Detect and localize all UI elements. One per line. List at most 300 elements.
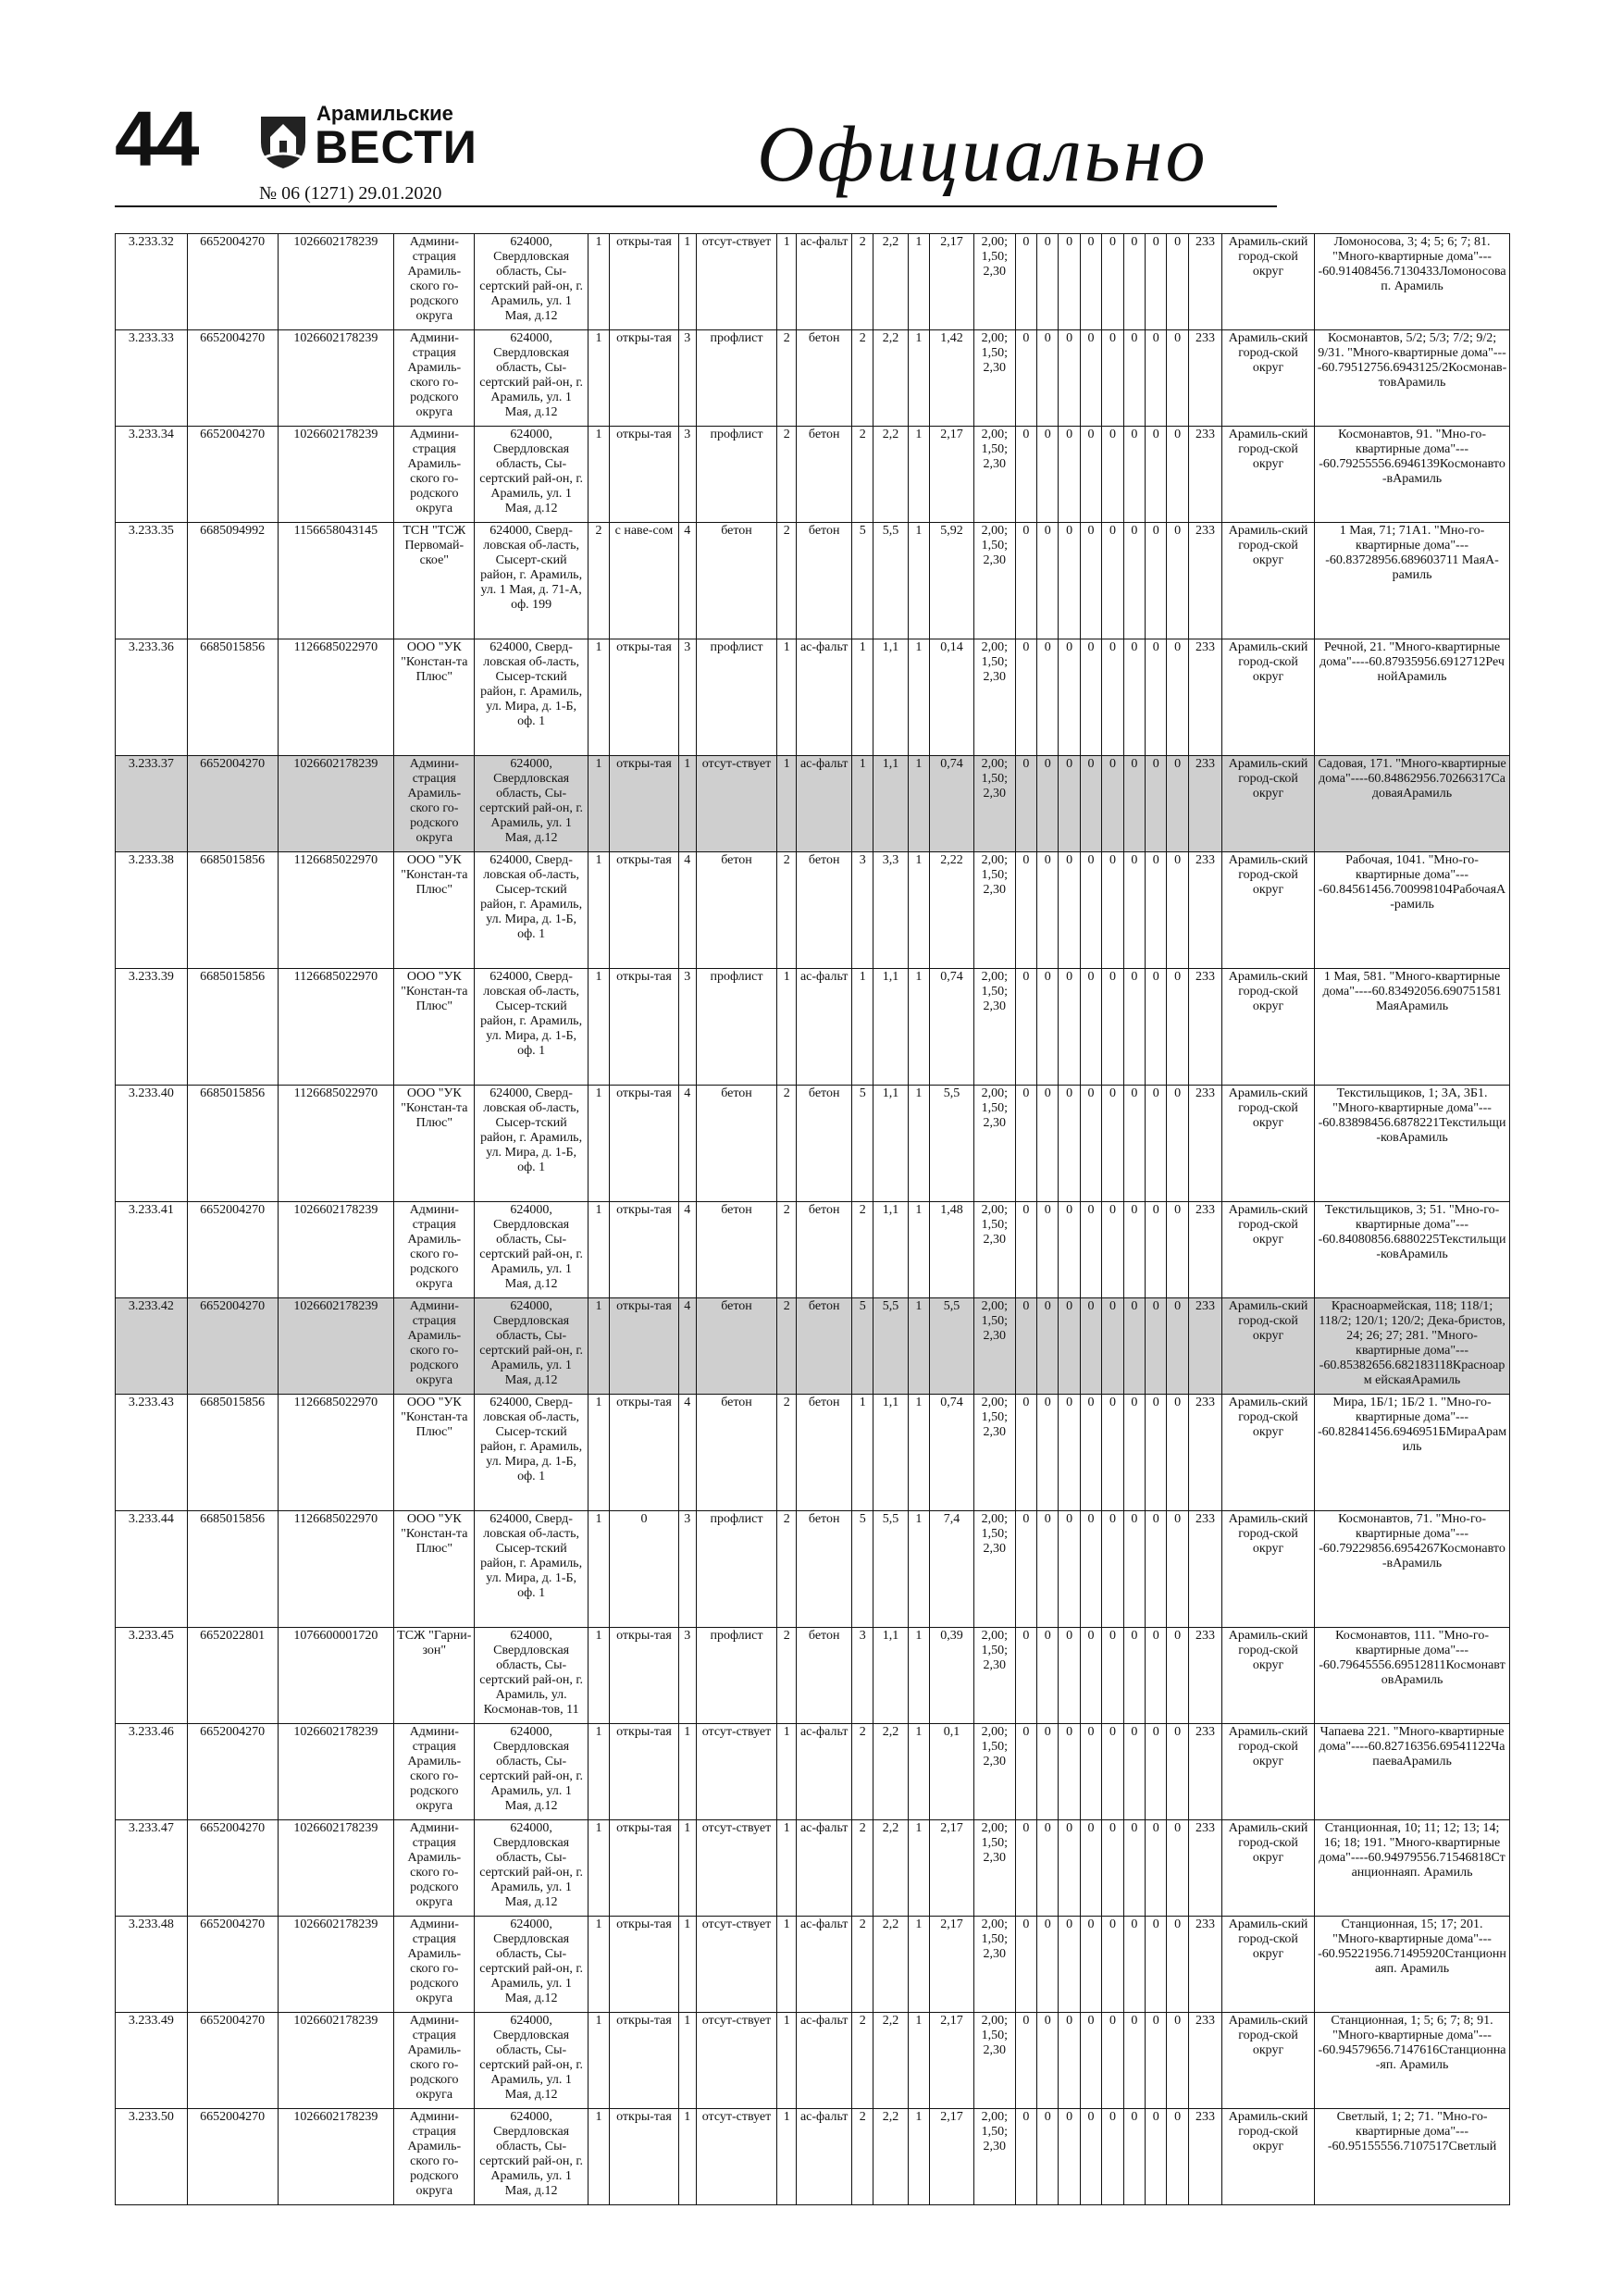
cell-zero: 0 (1146, 1628, 1167, 1724)
cell-zero: 0 (1146, 1511, 1167, 1628)
cell-id: 3.233.38 (116, 852, 188, 969)
cell-org: ООО "УК "Констан-та Плюс" (394, 1395, 475, 1511)
cell-zero: 0 (1167, 1724, 1188, 1820)
cell-c19: 233 (1188, 1820, 1221, 1917)
cell-desc: Ломоносова, 3; 4; 5; 6; 7; 81. "Много-квартирные дома"----60.91408456.7130433Ломоносовап. Арамиль (1315, 234, 1510, 330)
cell-c19: 233 (1188, 1202, 1221, 1298)
cell-c19: 233 (1188, 2109, 1221, 2205)
cell-fence: бетон (696, 1395, 776, 1511)
cell-base: бетон (797, 330, 852, 427)
cell-addr: 624000, Свердловская область, Сы-сертский рай-он, г. Арамиль, ул. 1 Мая, д.12 (475, 756, 588, 852)
cell-c7: 2 (852, 427, 873, 523)
cell-c9: 1 (908, 330, 929, 427)
cell-c7: 5 (852, 523, 873, 639)
cell-desc: Станционная, 1; 5; 6; 7; 8; 91. "Много-квартирные дома"----60.94579656.7147616Станционна-яп. Арамиль (1315, 2013, 1510, 2109)
cell-c9: 1 (908, 427, 929, 523)
cell-inn: 6685015856 (187, 1395, 278, 1511)
cell-zero: 0 (1080, 1917, 1101, 2013)
table-row (116, 523, 1510, 639)
cell-fence: профлист (696, 427, 776, 523)
cell-c19: 233 (1188, 1917, 1221, 2013)
cell-c7: 2 (852, 1724, 873, 1820)
cell-c9: 1 (908, 1628, 929, 1724)
masthead-top-word: Арамильские (316, 102, 453, 125)
cell-zero: 0 (1080, 234, 1101, 330)
cell-zero: 0 (1015, 1202, 1036, 1298)
cell-desc: Речной, 21. "Много-квартирные дома"----60.87935956.6912712Реч нойАрамиль (1315, 639, 1510, 756)
cell-base: ас-фальт (797, 1724, 852, 1820)
cell-surface: откры-тая (610, 639, 678, 756)
cell-c3: 4 (678, 1298, 696, 1395)
cell-fence: отсут-ствует (696, 234, 776, 330)
cell-c3: 1 (678, 2013, 696, 2109)
cell-zero: 0 (1059, 1917, 1080, 2013)
cell-ogrn: 1126685022970 (278, 852, 394, 969)
cell-desc: Станционная, 10; 11; 12; 13; 14; 16; 18; 191. "Много-квартирные дома"----60.94979556.71546818Ст анционнаяп. Арамиль (1315, 1820, 1510, 1917)
cell-zero: 0 (1015, 1395, 1036, 1511)
cell-zero: 0 (1080, 1628, 1101, 1724)
cell-zero: 0 (1037, 1511, 1059, 1628)
cell-c5: 1 (777, 234, 797, 330)
cell-c3: 1 (678, 1724, 696, 1820)
cell-org: ООО "УК "Констан-та Плюс" (394, 969, 475, 1086)
cell-zero: 0 (1123, 1511, 1145, 1628)
table-row (116, 639, 1510, 756)
cell-c3: 3 (678, 1511, 696, 1628)
cell-district: Арамиль-ский город-ской округ (1222, 1820, 1315, 1917)
cell-vol: 2,00; 1,50; 2,30 (973, 1511, 1015, 1628)
cell-zero: 0 (1167, 1917, 1188, 2013)
cell-addr: 624000, Свердловская область, Сы-сертский рай-он, г. Арамиль, ул. 1 Мая, д.12 (475, 330, 588, 427)
cell-c8: 2,2 (873, 1724, 908, 1820)
cell-zero: 0 (1015, 1298, 1036, 1395)
cell-zero: 0 (1146, 1298, 1167, 1395)
cell-c8: 2,2 (873, 330, 908, 427)
cell-c3: 3 (678, 639, 696, 756)
cell-zero: 0 (1123, 756, 1145, 852)
cell-desc: Космонавтов, 111. "Мно-го-квартирные дома"----60.79645556.69512811Космонавт овАрамиль (1315, 1628, 1510, 1724)
cell-fence: профлист (696, 639, 776, 756)
cell-zero: 0 (1080, 1395, 1101, 1511)
cell-zero: 0 (1146, 852, 1167, 969)
cell-inn: 6652004270 (187, 1724, 278, 1820)
cell-c19: 233 (1188, 1086, 1221, 1202)
cell-id: 3.233.43 (116, 1395, 188, 1511)
cell-vol: 2,00; 1,50; 2,30 (973, 523, 1015, 639)
cell-c10: 5,5 (930, 1298, 974, 1395)
cell-c3: 3 (678, 969, 696, 1086)
cell-desc: Светлый, 1; 2; 71. "Мно-го-квартирные дома"----60.95155556.7107517Светлый (1315, 2109, 1510, 2205)
cell-base: бетон (797, 1298, 852, 1395)
cell-zero: 0 (1123, 1395, 1145, 1511)
cell-zero: 0 (1037, 639, 1059, 756)
city-crest-icon (257, 109, 309, 170)
cell-c1: 1 (588, 1820, 609, 1917)
cell-zero: 0 (1102, 969, 1123, 1086)
cell-zero: 0 (1080, 1298, 1101, 1395)
cell-id: 3.233.33 (116, 330, 188, 427)
cell-c1: 1 (588, 1724, 609, 1820)
cell-c9: 1 (908, 852, 929, 969)
cell-addr: 624000, Сверд-ловская об-ласть, Сысерт-ский район, г. Арамиль, ул. 1 Мая, д. 71-А, оф. 199 (475, 523, 588, 639)
cell-c5: 2 (777, 427, 797, 523)
cell-zero: 0 (1123, 330, 1145, 427)
cell-surface: откры-тая (610, 1820, 678, 1917)
cell-c7: 1 (852, 639, 873, 756)
cell-c7: 2 (852, 2109, 873, 2205)
cell-zero: 0 (1167, 1628, 1188, 1724)
cell-zero: 0 (1167, 427, 1188, 523)
cell-zero: 0 (1015, 330, 1036, 427)
cell-id: 3.233.40 (116, 1086, 188, 1202)
cell-ogrn: 1126685022970 (278, 1511, 394, 1628)
cell-addr: 624000, Свердловская область, Сы-сертский рай-он, г. Арамиль, ул. 1 Мая, д.12 (475, 427, 588, 523)
cell-zero: 0 (1146, 1917, 1167, 2013)
cell-c3: 1 (678, 1917, 696, 2013)
cell-zero: 0 (1123, 1628, 1145, 1724)
cell-zero: 0 (1123, 523, 1145, 639)
cell-desc: 1 Мая, 581. "Много-квартирные дома"----60.83492056.690751581 МаяАрамиль (1315, 969, 1510, 1086)
cell-ogrn: 1026602178239 (278, 1202, 394, 1298)
cell-c5: 2 (777, 1628, 797, 1724)
cell-ogrn: 1076600001720 (278, 1628, 394, 1724)
cell-zero: 0 (1167, 330, 1188, 427)
cell-inn: 6652004270 (187, 1202, 278, 1298)
cell-id: 3.233.41 (116, 1202, 188, 1298)
cell-zero: 0 (1123, 1724, 1145, 1820)
cell-district: Арамиль-ский город-ской округ (1222, 234, 1315, 330)
cell-c19: 233 (1188, 1628, 1221, 1724)
cell-c3: 1 (678, 234, 696, 330)
cell-zero: 0 (1080, 1202, 1101, 1298)
cell-org: Админи-страция Арамиль-ского го-родского округа (394, 330, 475, 427)
cell-c5: 2 (777, 852, 797, 969)
cell-district: Арамиль-ский город-ской округ (1222, 1628, 1315, 1724)
cell-c1: 1 (588, 969, 609, 1086)
cell-c8: 2,2 (873, 234, 908, 330)
cell-c3: 1 (678, 2109, 696, 2205)
cell-c9: 1 (908, 2109, 929, 2205)
cell-c1: 1 (588, 1628, 609, 1724)
cell-zero: 0 (1102, 2109, 1123, 2205)
cell-surface: откры-тая (610, 969, 678, 1086)
cell-zero: 0 (1123, 1298, 1145, 1395)
cell-c19: 233 (1188, 1298, 1221, 1395)
cell-zero: 0 (1037, 330, 1059, 427)
cell-fence: бетон (696, 1298, 776, 1395)
cell-c1: 1 (588, 852, 609, 969)
cell-desc: Рабочая, 1041. "Мно-го-квартирные дома"----60.84561456.700998104РабочаяА-рамиль (1315, 852, 1510, 969)
cell-org: Админи-страция Арамиль-ского го-родского округа (394, 2109, 475, 2205)
cell-c7: 1 (852, 1395, 873, 1511)
table-row (116, 330, 1510, 427)
cell-c19: 233 (1188, 969, 1221, 1086)
cell-c8: 1,1 (873, 1628, 908, 1724)
cell-inn: 6685015856 (187, 639, 278, 756)
cell-c19: 233 (1188, 1395, 1221, 1511)
cell-c9: 1 (908, 1511, 929, 1628)
cell-c1: 1 (588, 1917, 609, 2013)
cell-base: бетон (797, 1628, 852, 1724)
cell-c19: 233 (1188, 756, 1221, 852)
cell-zero: 0 (1037, 852, 1059, 969)
cell-base: бетон (797, 852, 852, 969)
cell-zero: 0 (1059, 1298, 1080, 1395)
cell-c5: 2 (777, 1395, 797, 1511)
cell-zero: 0 (1102, 1917, 1123, 2013)
cell-zero: 0 (1146, 234, 1167, 330)
cell-zero: 0 (1146, 1086, 1167, 1202)
cell-c7: 1 (852, 969, 873, 1086)
cell-zero: 0 (1123, 969, 1145, 1086)
cell-zero: 0 (1146, 756, 1167, 852)
cell-zero: 0 (1037, 2109, 1059, 2205)
cell-c10: 2,17 (930, 1917, 974, 2013)
cell-c10: 2,17 (930, 2013, 974, 2109)
table-row (116, 756, 1510, 852)
cell-c7: 5 (852, 1086, 873, 1202)
cell-zero: 0 (1059, 2109, 1080, 2205)
cell-zero: 0 (1123, 852, 1145, 969)
cell-vol: 2,00; 1,50; 2,30 (973, 969, 1015, 1086)
cell-fence: бетон (696, 852, 776, 969)
cell-zero: 0 (1167, 1395, 1188, 1511)
cell-district: Арамиль-ский город-ской округ (1222, 2013, 1315, 2109)
cell-zero: 0 (1146, 330, 1167, 427)
cell-zero: 0 (1167, 1298, 1188, 1395)
cell-c10: 1,48 (930, 1202, 974, 1298)
cell-vol: 2,00; 1,50; 2,30 (973, 852, 1015, 969)
table-row (116, 2109, 1510, 2205)
cell-vol: 2,00; 1,50; 2,30 (973, 234, 1015, 330)
cell-ogrn: 1156658043145 (278, 523, 394, 639)
cell-fence: профлист (696, 330, 776, 427)
cell-c19: 233 (1188, 2013, 1221, 2109)
cell-surface: откры-тая (610, 1086, 678, 1202)
cell-surface: откры-тая (610, 1202, 678, 1298)
cell-c9: 1 (908, 1395, 929, 1511)
cell-c7: 2 (852, 234, 873, 330)
cell-c9: 1 (908, 1820, 929, 1917)
cell-district: Арамиль-ский город-ской округ (1222, 1917, 1315, 2013)
cell-inn: 6685015856 (187, 1511, 278, 1628)
cell-org: ООО "УК "Констан-та Плюс" (394, 1511, 475, 1628)
table-row (116, 234, 1510, 330)
cell-vol: 2,00; 1,50; 2,30 (973, 1298, 1015, 1395)
cell-zero: 0 (1102, 1820, 1123, 1917)
cell-c5: 2 (777, 1086, 797, 1202)
cell-fence: профлист (696, 1511, 776, 1628)
cell-zero: 0 (1167, 639, 1188, 756)
cell-surface: с наве-сом (610, 523, 678, 639)
cell-c9: 1 (908, 1298, 929, 1395)
cell-vol: 2,00; 1,50; 2,30 (973, 2013, 1015, 2109)
cell-c10: 2,17 (930, 427, 974, 523)
cell-vol: 2,00; 1,50; 2,30 (973, 2109, 1015, 2205)
cell-id: 3.233.50 (116, 2109, 188, 2205)
cell-c8: 2,2 (873, 1820, 908, 1917)
cell-zero: 0 (1015, 1917, 1036, 2013)
cell-zero: 0 (1146, 639, 1167, 756)
cell-c8: 5,5 (873, 1298, 908, 1395)
cell-base: бетон (797, 1395, 852, 1511)
cell-c9: 1 (908, 1202, 929, 1298)
cell-c19: 233 (1188, 523, 1221, 639)
cell-zero: 0 (1167, 1086, 1188, 1202)
table-row (116, 1724, 1510, 1820)
cell-zero: 0 (1102, 1628, 1123, 1724)
cell-c5: 1 (777, 639, 797, 756)
cell-surface: откры-тая (610, 2013, 678, 2109)
cell-district: Арамиль-ский город-ской округ (1222, 523, 1315, 639)
cell-zero: 0 (1015, 523, 1036, 639)
cell-c1: 1 (588, 234, 609, 330)
section-title: Официально (757, 109, 1208, 198)
cell-c8: 5,5 (873, 523, 908, 639)
cell-c1: 1 (588, 756, 609, 852)
cell-base: ас-фальт (797, 969, 852, 1086)
cell-inn: 6652004270 (187, 1917, 278, 2013)
cell-org: Админи-страция Арамиль-ского го-родского округа (394, 1298, 475, 1395)
cell-addr: 624000, Свердловская область, Сы-сертский рай-он, г. Арамиль, ул. 1 Мая, д.12 (475, 1298, 588, 1395)
cell-zero: 0 (1015, 1628, 1036, 1724)
cell-c10: 7,4 (930, 1511, 974, 1628)
cell-inn: 6652004270 (187, 756, 278, 852)
cell-surface: откры-тая (610, 1628, 678, 1724)
cell-zero: 0 (1102, 1511, 1123, 1628)
cell-c9: 1 (908, 2013, 929, 2109)
cell-zero: 0 (1080, 639, 1101, 756)
cell-c1: 1 (588, 2109, 609, 2205)
table-row (116, 1917, 1510, 2013)
cell-c8: 2,2 (873, 2013, 908, 2109)
cell-inn: 6652004270 (187, 234, 278, 330)
cell-c1: 1 (588, 1511, 609, 1628)
cell-desc: Красноармейская, 118; 118/1; 118/2; 120/1; 120/2; Дека-бристов, 24; 26; 27; 281. "Много-квартирные дома"----60.85382656.682183118Красноарм ейскаяАрамиль (1315, 1298, 1510, 1395)
cell-zero: 0 (1123, 1820, 1145, 1917)
cell-ogrn: 1026602178239 (278, 1820, 394, 1917)
cell-c10: 0,14 (930, 639, 974, 756)
cell-inn: 6685015856 (187, 852, 278, 969)
cell-zero: 0 (1123, 639, 1145, 756)
cell-c19: 233 (1188, 852, 1221, 969)
cell-ogrn: 1126685022970 (278, 1395, 394, 1511)
cell-c5: 1 (777, 969, 797, 1086)
cell-zero: 0 (1102, 1202, 1123, 1298)
cell-c3: 4 (678, 523, 696, 639)
cell-base: ас-фальт (797, 234, 852, 330)
table-row (116, 1395, 1510, 1511)
cell-surface: откры-тая (610, 852, 678, 969)
cell-c1: 1 (588, 1395, 609, 1511)
cell-zero: 0 (1146, 523, 1167, 639)
cell-desc: Космонавтов, 71. "Мно-го-квартирные дома"----60.79229856.6954267Космонавто-вАрамиль (1315, 1511, 1510, 1628)
cell-zero: 0 (1037, 1298, 1059, 1395)
cell-zero: 0 (1123, 1086, 1145, 1202)
cell-zero: 0 (1080, 2109, 1101, 2205)
cell-desc: Космонавтов, 91. "Мно-го-квартирные дома"----60.79255556.6946139Космонавто-вАрамиль (1315, 427, 1510, 523)
registry-table (115, 233, 1510, 2205)
cell-c7: 2 (852, 2013, 873, 2109)
cell-zero: 0 (1080, 1086, 1101, 1202)
cell-zero: 0 (1037, 1820, 1059, 1917)
cell-c10: 2,22 (930, 852, 974, 969)
cell-c10: 0,74 (930, 1395, 974, 1511)
cell-zero: 0 (1059, 969, 1080, 1086)
cell-zero: 0 (1123, 2109, 1145, 2205)
cell-c1: 1 (588, 1086, 609, 1202)
cell-zero: 0 (1167, 969, 1188, 1086)
cell-c10: 0,1 (930, 1724, 974, 1820)
cell-c5: 1 (777, 1724, 797, 1820)
cell-base: ас-фальт (797, 639, 852, 756)
cell-c3: 3 (678, 427, 696, 523)
cell-zero: 0 (1037, 1724, 1059, 1820)
cell-id: 3.233.35 (116, 523, 188, 639)
table-row (116, 1298, 1510, 1395)
cell-vol: 2,00; 1,50; 2,30 (973, 330, 1015, 427)
cell-zero: 0 (1059, 756, 1080, 852)
cell-district: Арамиль-ский город-ской округ (1222, 330, 1315, 427)
cell-vol: 2,00; 1,50; 2,30 (973, 427, 1015, 523)
table-row (116, 1202, 1510, 1298)
cell-zero: 0 (1146, 969, 1167, 1086)
cell-c7: 1 (852, 756, 873, 852)
cell-c9: 1 (908, 756, 929, 852)
cell-c3: 4 (678, 1395, 696, 1511)
cell-district: Арамиль-ский город-ской округ (1222, 427, 1315, 523)
cell-zero: 0 (1080, 1820, 1101, 1917)
cell-zero: 0 (1037, 756, 1059, 852)
cell-zero: 0 (1146, 1202, 1167, 1298)
cell-zero: 0 (1059, 1202, 1080, 1298)
cell-addr: 624000, Свердловская область, Сы-сертский рай-он, г. Арамиль, ул. 1 Мая, д.12 (475, 1202, 588, 1298)
cell-zero: 0 (1080, 1724, 1101, 1820)
cell-c3: 4 (678, 1086, 696, 1202)
cell-zero: 0 (1123, 1202, 1145, 1298)
cell-org: Админи-страция Арамиль-ского го-родского округа (394, 1202, 475, 1298)
cell-base: ас-фальт (797, 1820, 852, 1917)
cell-surface: откры-тая (610, 1724, 678, 1820)
cell-vol: 2,00; 1,50; 2,30 (973, 1917, 1015, 2013)
cell-desc: Космонавтов, 5/2; 5/3; 7/2; 9/2; 9/31. "Много-квартирные дома"----60.79512756.6943125/2Космонав-товАрамиль (1315, 330, 1510, 427)
cell-addr: 624000, Свердловская область, Сы-сертский рай-он, г. Арамиль, ул. 1 Мая, д.12 (475, 234, 588, 330)
cell-zero: 0 (1059, 234, 1080, 330)
cell-c9: 1 (908, 1917, 929, 2013)
cell-addr: 624000, Свердловская область, Сы-сертский рай-он, г. Арамиль, ул. 1 Мая, д.12 (475, 2013, 588, 2109)
cell-c7: 2 (852, 1917, 873, 2013)
cell-zero: 0 (1037, 234, 1059, 330)
cell-zero: 0 (1102, 1086, 1123, 1202)
cell-zero: 0 (1037, 969, 1059, 1086)
table-row (116, 969, 1510, 1086)
cell-zero: 0 (1037, 1395, 1059, 1511)
cell-addr: 624000, Свердловская область, Сы-сертский рай-он, г. Арамиль, ул. 1 Мая, д.12 (475, 2109, 588, 2205)
cell-base: ас-фальт (797, 2109, 852, 2205)
cell-c1: 1 (588, 427, 609, 523)
table-row (116, 1511, 1510, 1628)
cell-addr: 624000, Сверд-ловская об-ласть, Сысер-тский район, г. Арамиль, ул. Мира, д. 1-Б, оф. 1 (475, 852, 588, 969)
cell-fence: отсут-ствует (696, 1820, 776, 1917)
cell-zero: 0 (1167, 2013, 1188, 2109)
cell-addr: 624000, Свердловская область, Сы-сертский рай-он, г. Арамиль, ул. Космонав-тов, 11 (475, 1628, 588, 1724)
cell-c3: 1 (678, 756, 696, 852)
cell-c1: 1 (588, 639, 609, 756)
cell-zero: 0 (1015, 852, 1036, 969)
cell-inn: 6652004270 (187, 2013, 278, 2109)
cell-zero: 0 (1123, 234, 1145, 330)
cell-district: Арамиль-ский город-ской округ (1222, 1086, 1315, 1202)
